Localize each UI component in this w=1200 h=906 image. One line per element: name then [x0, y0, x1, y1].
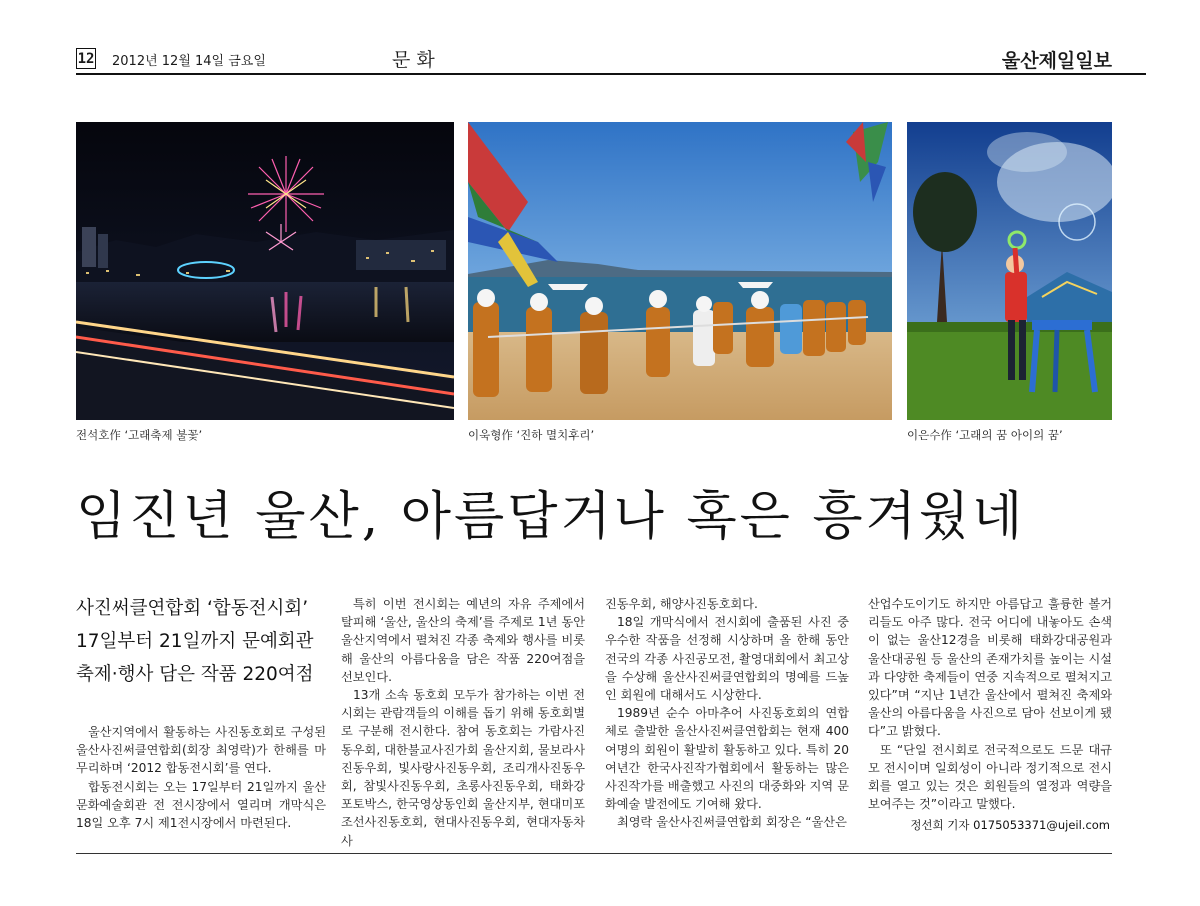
bubble-child-photo: [907, 122, 1112, 420]
article-paragraph: 13개 소속 동호회 모두가 참가하는 이번 전시회는 관람객들의 이해를 돕기 위해 동호회별로 구분해 전시한다. 참여 동호회는 가람사진동우회, 대한불교사진가회 울산지회, 물보라사진동우회, 빛사랑사진동우회, 조리개사진동우회, 참빛사진동우회, 초롱사진동우회, 태화강포토박스, 한국영상동인회 울산지부, 현대미포조선사진동호회, 현대사진동우회, 현대자동차사: [341, 688, 585, 848]
fireworks-night-photo: [76, 122, 454, 420]
article-paragraph: 또 “단일 전시회로 전국적으로도 드문 대규모 전시이며 일회성이 아니라 정기적으로 전시회를 열고 있는 것은 회원들의 열정과 역량을 보여주는 것”이라고 말했다.: [868, 742, 1112, 812]
article-paragraph: 합동전시회는 오는 17일부터 21일까지 울산문화예술회관 전 전시장에서 열리며 개막식은 18일 오후 7시 제1전시장에서 마련된다.: [76, 779, 326, 831]
article-column-3: [605, 595, 849, 832]
bottom-rule: [76, 853, 1112, 854]
article-paragraph: 최영락 울산사진써클연합회 회장은 “울산은: [617, 815, 847, 830]
newspaper-name: 울산제일일보: [1001, 50, 1112, 72]
article-paragraph: 18일 개막식에서 전시회에 출품된 사진 중 우수한 작품을 선정해 시상하며 올 한해 동안 전국의 각종 사진공모전, 촬영대회에서 최고상을 수상해 울산사진써클연합회의 명예를 드높인 회원에 대해서도 시상한다.: [605, 615, 849, 703]
issue-date: 2012년 12월 14일 금요일: [112, 54, 266, 69]
header-rule: [76, 73, 1146, 75]
article-paragraph: 산업수도이기도 하지만 아름답고 훌륭한 볼거리들도 아주 많다. 전국 어디에 내놓아도 손색이 없는 울산12경을 비롯해 태화강대공원과 울산대공원 등 울산의 존재가치를 높이는 시설과 다양한 축제들이 연중 지속적으로 펼쳐지고 있다”며 “지난 1년간 울산에서 펼쳐진 축제와 울산의 아름다움을 사진으로 담아 선보이게 됐다”고 밝혔다.: [868, 597, 1112, 739]
subhead: 사진써클연합회 ‘합동전시회’: [76, 598, 309, 619]
section-name: 문화: [392, 49, 441, 71]
article-column-4: [868, 595, 1112, 813]
article-subheads: [76, 592, 326, 691]
article-paragraph: 1989년 순수 아마추어 사진동호회의 연합체로 출발한 울산사진써클연합회는 현재 400여명의 회원이 활발히 활동하고 있다. 특히 20여년간 한국사진작가협회에서 활동하는 많은 사진작가를 배출했고 사진의 대중화와 지역 문화예술 발전에도 기여해 왔다.: [605, 706, 849, 812]
page-number: 12: [76, 48, 96, 69]
photo-caption: 전석호作 ‘고래축제 불꽃’: [76, 428, 203, 442]
article-column-2: [341, 595, 585, 850]
beach-festival-photo: [468, 122, 892, 420]
article-paragraph: 울산지역에서 활동하는 사진동호회로 구성된 울산사진써클연합회(회장 최영락)가 한해를 마무리하며 ‘2012 합동전시회’를 연다.: [76, 725, 326, 776]
photo-caption: 이은수作 ‘고래의 꿈 아이의 꿈’: [907, 428, 1063, 442]
article-column-1: [76, 723, 326, 832]
article-paragraph: 특히 이번 전시회는 예년의 자유 주제에서 탈피해 ‘울산, 울산의 축제’를 주제로 1년 동안 울산지역에서 펼쳐진 각종 축제와 행사를 비롯해 울산의 아름다움을 담은 작품 220여점을 선보인다.: [341, 597, 585, 684]
page-header: [76, 44, 1146, 76]
photo-caption: 이욱형作 ‘진하 멸치후리’: [468, 428, 595, 442]
article-paragraph: 진동우회, 해양사진동호회다.: [605, 597, 758, 611]
subhead: 축제·행사 담은 작품 220여점: [76, 664, 314, 685]
subhead: 17일부터 21일까지 문예회관: [76, 631, 314, 652]
article-headline: 임진년 울산, 아름답거나 혹은 흥겨웠네: [76, 487, 1026, 547]
reporter-byline: 정선희 기자 0175053371@ujeil.com: [910, 818, 1110, 832]
